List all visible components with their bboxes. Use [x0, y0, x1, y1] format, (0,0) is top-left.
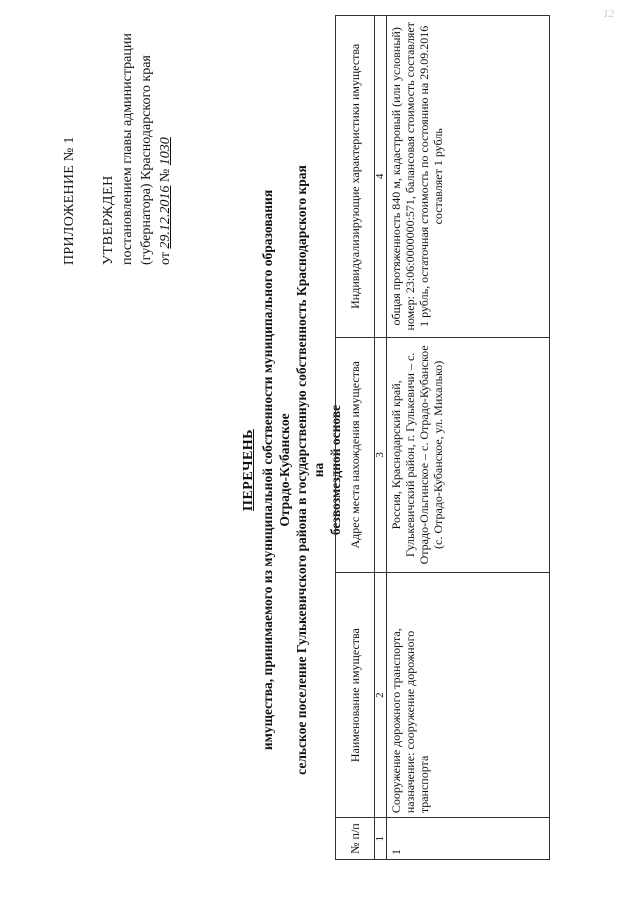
document-title — [240, 165, 344, 775]
title-line-1: имущества, принимаемого из муниципальной собственности муниципального образования Отрадо-Кубанское — [260, 189, 292, 751]
column-number: 4 — [375, 16, 387, 338]
column-number: 2 — [375, 573, 387, 818]
table-header-row — [336, 16, 375, 860]
column-number-row — [375, 16, 387, 860]
header-characteristics: Индивидуализирующие характеристики имущества — [336, 16, 375, 338]
number-prefix: № — [158, 168, 173, 183]
approval-number: 1030 — [158, 137, 173, 166]
approval-line-2: (губернатора) Краснодарского края — [139, 55, 154, 265]
header-number: № п/п — [336, 818, 375, 860]
header-name: Наименование имущества — [336, 573, 375, 818]
row-characteristics: общая протяженность 840 м, кадастровый (или условный) номер: 23:06:0000000:571, балансовая стоимость составляет 1 рубль, остаточная стоимость по состоянию на 29.09.2016 составляет 1 рубль — [387, 16, 550, 338]
approval-line-1: постановлением главы администрации — [120, 33, 135, 265]
column-number: 3 — [375, 337, 387, 573]
approval-date-line — [156, 15, 175, 265]
column-number: 1 — [375, 818, 387, 860]
title-line-3: безвозмездной основе — [328, 404, 343, 536]
approved-label: УТВЕРЖДЕН — [101, 175, 116, 265]
approval-block — [60, 15, 175, 265]
date-prefix: от — [158, 252, 173, 265]
row-name: Сооружение дорожного транспорта, назначение: сооружение дорожного транспорта — [387, 573, 550, 818]
table-row — [387, 16, 550, 860]
approval-date: 29.12.2016 — [158, 185, 173, 249]
row-number: 1 — [387, 818, 550, 860]
property-table — [335, 15, 550, 860]
row-address: Россия, Краснодарский край, Гулькевичский район, г. Гулькевичи – с. Отрадо-Ольгинское – с. Отрадо-Кубанское (с. Отрадо-Кубанское, ул. Михалько) — [387, 337, 550, 573]
title-line-2: сельское поселение Гулькевичского района в государственную собственность Краснодарского края на — [294, 165, 326, 775]
header-address: Адрес места нахождения имущества — [336, 337, 375, 573]
appendix-label: ПРИЛОЖЕНИЕ № 1 — [62, 136, 77, 265]
page-marker: 12 — [603, 8, 614, 20]
title-heading: ПЕРЕЧЕНЬ — [241, 429, 256, 511]
